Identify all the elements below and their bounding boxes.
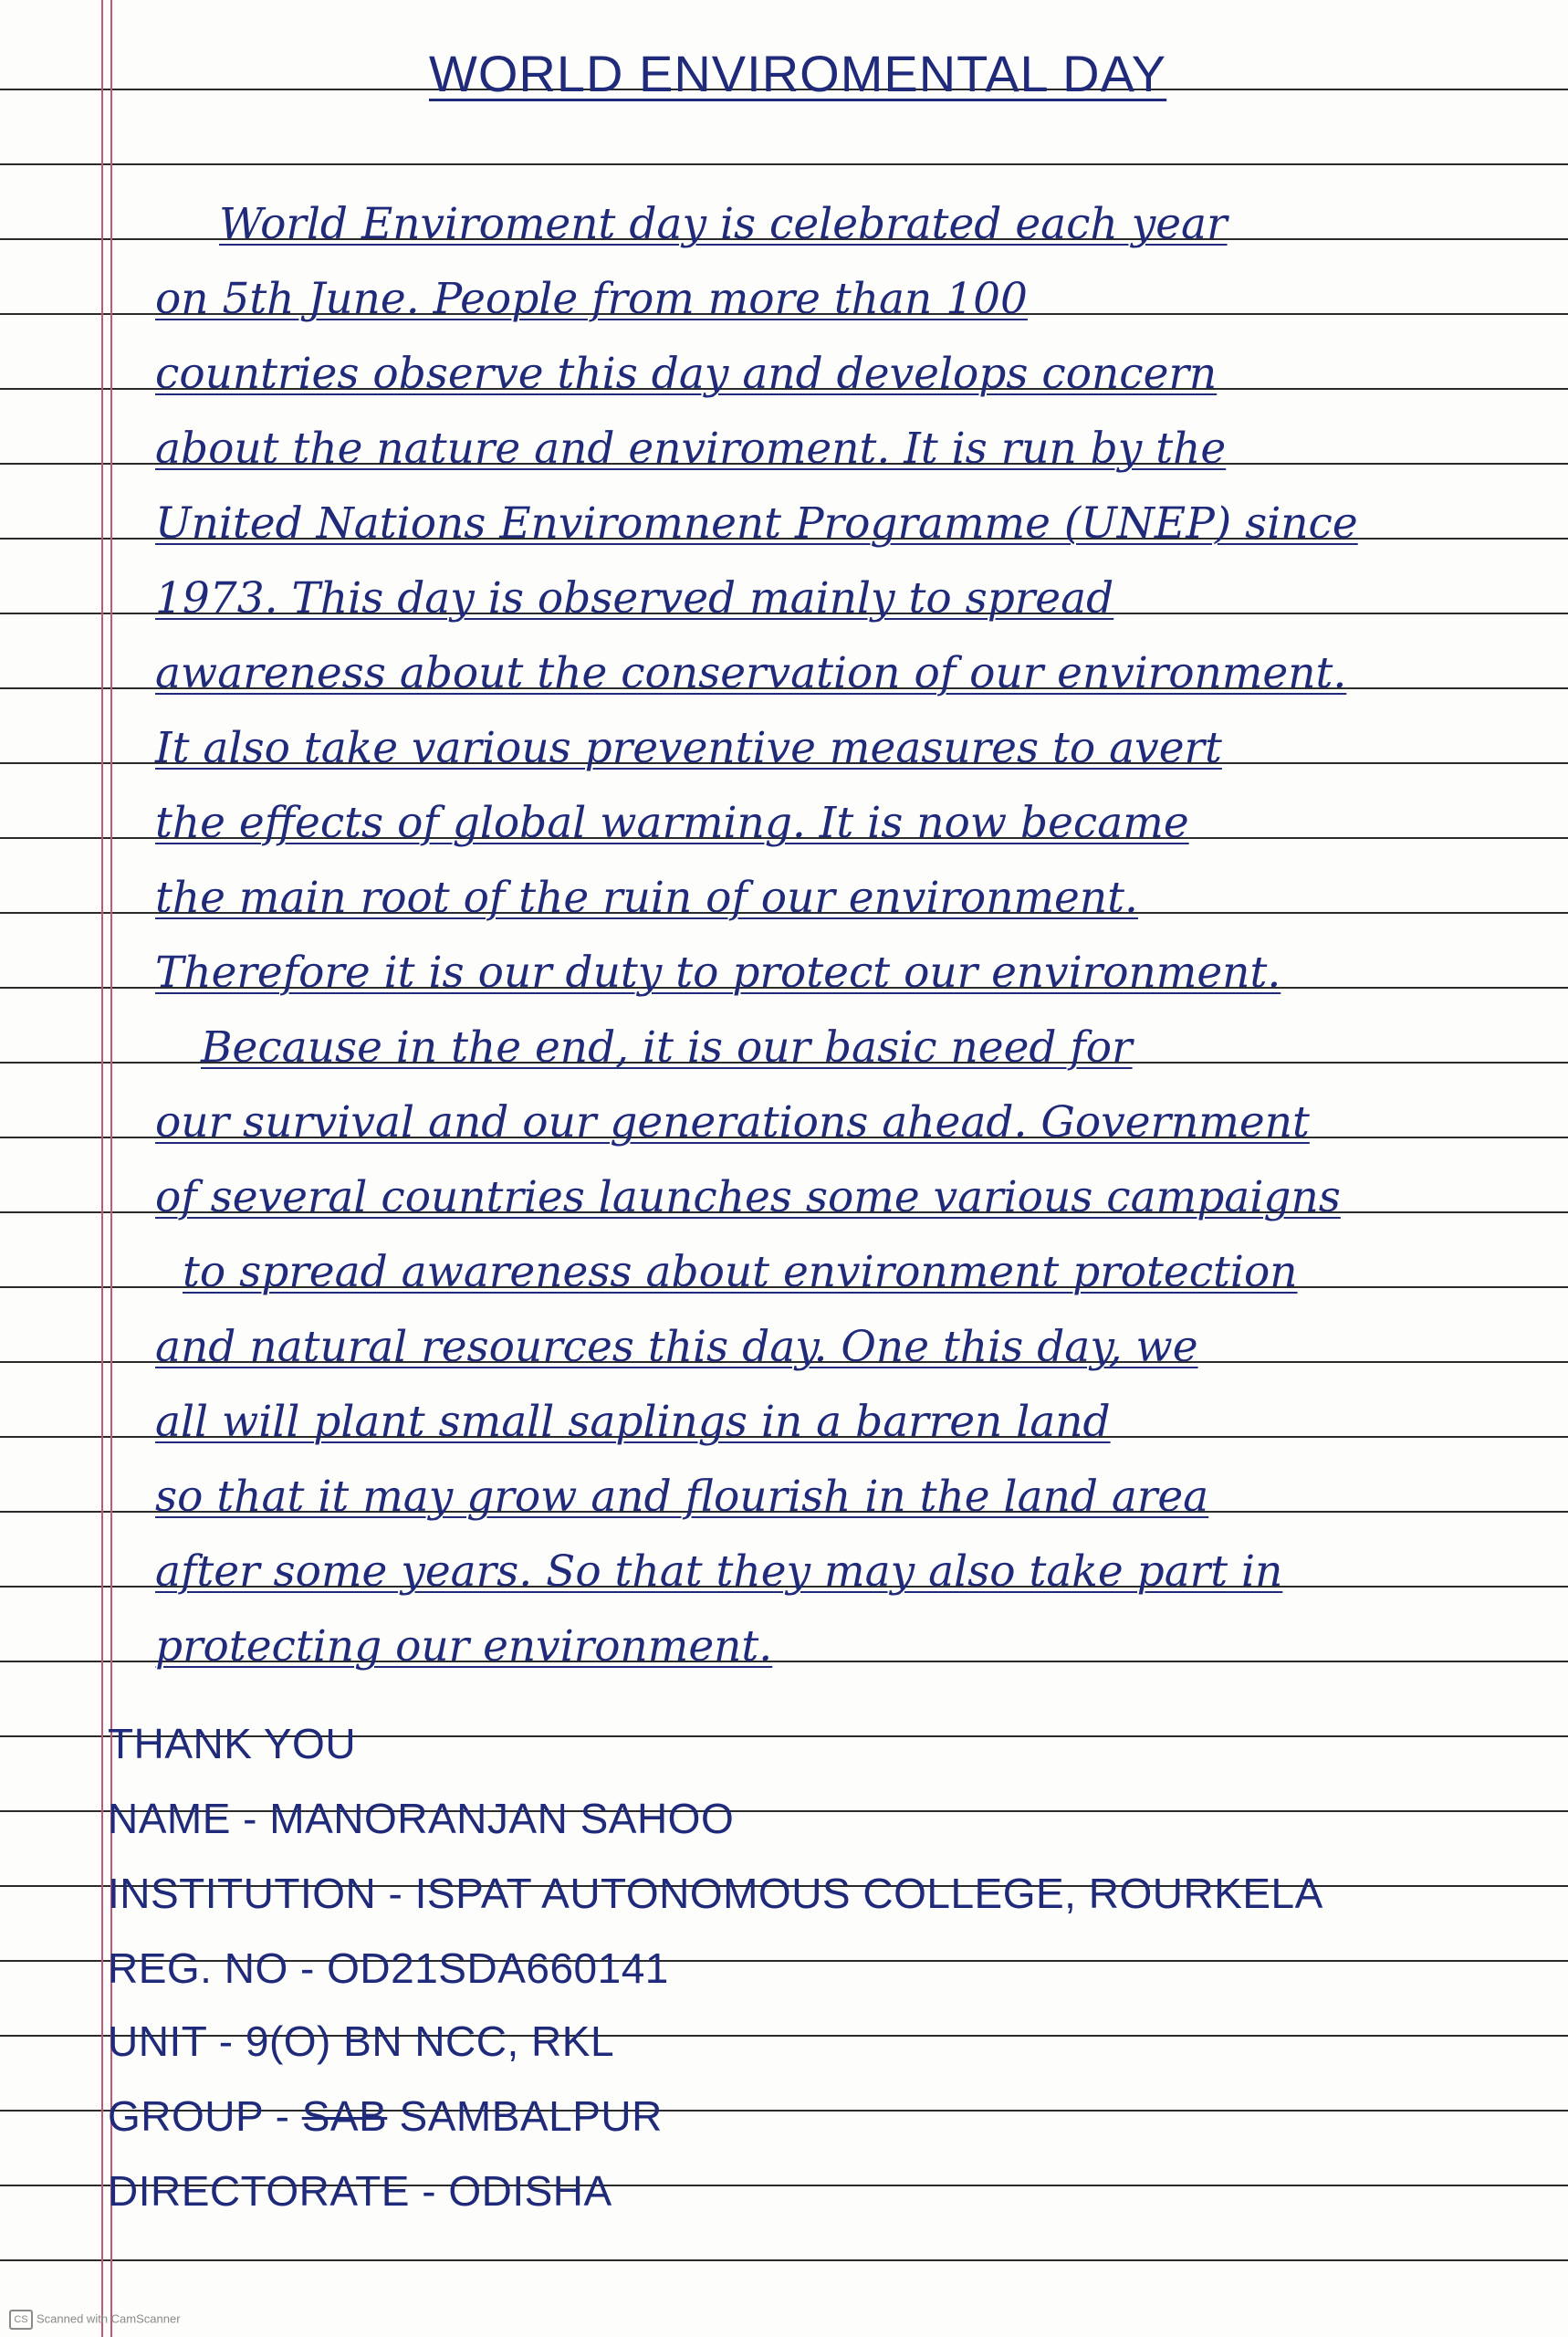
reg-no-value: OD21SDA660141 bbox=[327, 1944, 669, 1992]
essay-line: awareness about the conservation of our environment. bbox=[155, 648, 1347, 698]
essay-line: about the nature and enviroment. It is run by the bbox=[155, 424, 1227, 474]
directorate-value: ODISHA bbox=[448, 2167, 612, 2215]
essay-line: to spread awareness about environment protection bbox=[183, 1247, 1298, 1297]
name-label: NAME - bbox=[108, 1795, 270, 1842]
name-line bbox=[108, 1791, 734, 1848]
essay-line: Therefore it is our duty to protect our environment. bbox=[155, 948, 1281, 998]
essay-line: our survival and our generations ahead. Government bbox=[155, 1097, 1310, 1148]
essay-line: Because in the end, it is our basic need for bbox=[201, 1022, 1133, 1073]
page-title: WORLD ENVIROMENTAL DAY bbox=[429, 45, 1167, 102]
essay-line: after some years. So that they may also take part in bbox=[155, 1546, 1283, 1597]
scanner-watermark bbox=[9, 2310, 181, 2330]
group-value: SAMBALPUR bbox=[387, 2092, 663, 2140]
unit-value: 9(O) BN NCC, RKL bbox=[245, 2017, 615, 2065]
essay-line: World Enviroment day is celebrated each year bbox=[219, 199, 1228, 249]
name-value: MANORANJAN SAHOO bbox=[269, 1795, 735, 1842]
essay-line: of several countries launches some various campaigns bbox=[155, 1172, 1341, 1222]
thank-you: THANK YOU bbox=[108, 1720, 357, 1767]
camscanner-icon: CS bbox=[9, 2310, 33, 2330]
essay-line: the main root of the ruin of our environment. bbox=[155, 873, 1138, 923]
reg-no-label: REG. NO - bbox=[108, 1944, 328, 1992]
essay-line: countries observe this day and develops concern bbox=[155, 349, 1218, 399]
institution-line bbox=[108, 1866, 1323, 1923]
institution-value: ISPAT AUTONOMOUS COLLEGE, ROURKELA bbox=[414, 1870, 1323, 1917]
essay-line: all will plant small saplings in a barren land bbox=[155, 1397, 1111, 1447]
essay-line: It also take various preventive measures to avert bbox=[155, 723, 1222, 773]
essay-line: and natural resources this day. One this day, we bbox=[155, 1322, 1198, 1372]
essay-line: the effects of global warming. It is now became bbox=[155, 798, 1189, 848]
group-line bbox=[108, 2089, 663, 2145]
unit-label: UNIT - bbox=[108, 2017, 246, 2065]
group-label: GROUP - bbox=[108, 2092, 302, 2140]
scanner-text: Scanned with CamScanner bbox=[37, 2311, 181, 2326]
essay-line: on 5th June. People from more than 100 bbox=[155, 274, 1028, 324]
essay-line: United Nations Enviromnent Programme (UNEP) since bbox=[155, 498, 1358, 549]
institution-label: INSTITUTION - bbox=[108, 1870, 415, 1917]
essay-line: 1973. This day is observed mainly to spread bbox=[155, 573, 1114, 624]
reg-no-line bbox=[108, 1941, 669, 1997]
unit-line bbox=[108, 2014, 614, 2070]
group-struck-text: SAB bbox=[301, 2092, 388, 2140]
directorate-label: DIRECTORATE - bbox=[108, 2167, 449, 2215]
essay-line: so that it may grow and flourish in the land area bbox=[155, 1472, 1209, 1522]
essay-line: protecting our environment. bbox=[155, 1621, 773, 1672]
directorate-line bbox=[108, 2164, 612, 2220]
